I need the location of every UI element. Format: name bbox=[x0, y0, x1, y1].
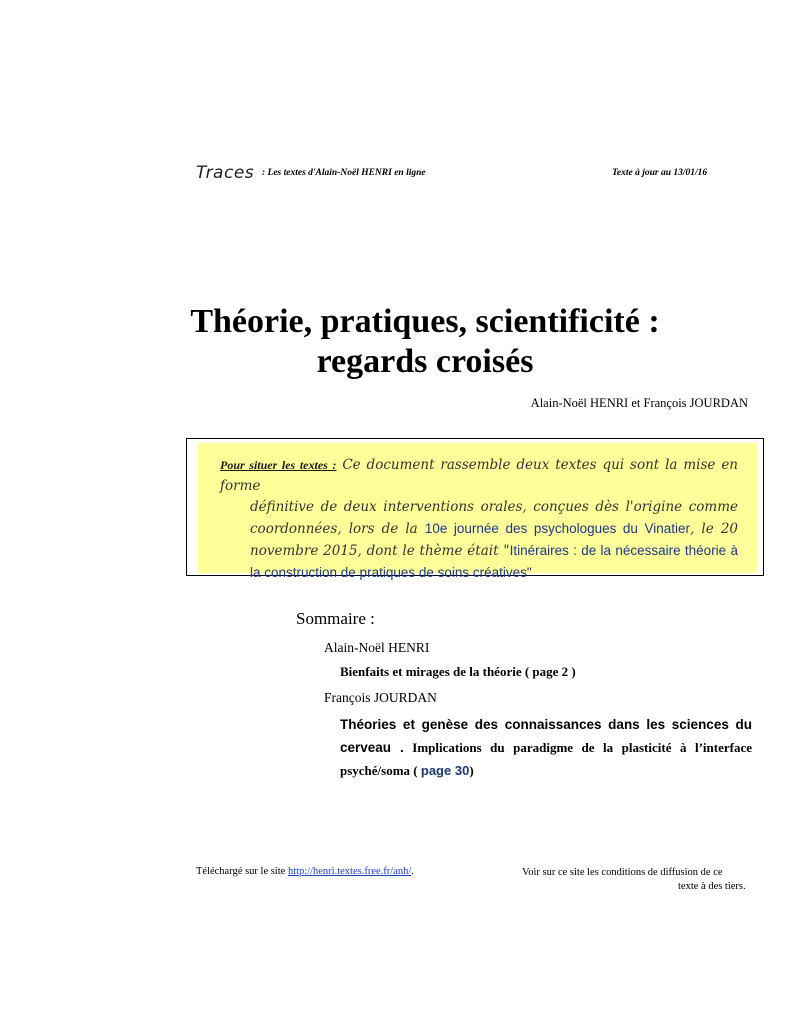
summary-item-2[interactable] bbox=[340, 713, 752, 782]
summary-item-2-rest: Implications du paradigme de la plasticité à l’interface psyché/soma ( bbox=[340, 740, 752, 778]
header-date: Texte à jour au 13/01/16 bbox=[612, 168, 708, 178]
header-subtitle: : Les textes d'Alain-Noël HENRI en ligne bbox=[262, 168, 426, 178]
header-traces-logo: Traces bbox=[196, 163, 255, 183]
summary-author-2: François JOURDAN bbox=[324, 690, 437, 705]
summary-item-1[interactable]: Bienfaits et mirages de la théorie ( page 2 ) bbox=[340, 664, 576, 679]
context-line-2: définitive de deux interventions orales, conçues dès l'origine comme coordonnées, lors de la bbox=[250, 499, 738, 537]
footer-conditions-line-2: texte à des tiers. bbox=[678, 881, 746, 892]
summary-item-2-page[interactable]: page 30 bbox=[420, 763, 470, 778]
title-line-2: regards croisés bbox=[316, 343, 534, 380]
footer-download bbox=[196, 866, 414, 877]
authors: Alain-Noël HENRI et François JOURDAN bbox=[530, 396, 748, 410]
context-body bbox=[220, 497, 738, 584]
context-box-highlight bbox=[198, 443, 757, 580]
context-label: Pour situer les textes : bbox=[220, 458, 337, 472]
context-text bbox=[220, 455, 738, 584]
context-date: , le 20 novembre 2015, dont le thème était " bbox=[250, 521, 738, 559]
footer-conditions-line-1: Voir sur ce site les conditions de diffusion de ce bbox=[522, 867, 723, 878]
title-line-1: Théorie, pratiques, scientificité : bbox=[190, 303, 660, 340]
footer-download-end: . bbox=[411, 866, 414, 877]
summary-item-2-close: ) bbox=[469, 763, 474, 778]
summary-author-1: Alain-Noël HENRI bbox=[324, 640, 430, 655]
context-theme: Itinéraires : de la nécessaire théorie à la construction de pratiques de soins créatives" bbox=[250, 543, 739, 580]
footer-conditions bbox=[522, 866, 752, 894]
footer-site-link[interactable]: http://henri.textes.free.fr/anh/ bbox=[287, 866, 412, 877]
summary-item-2-title: Théories et genèse des connaissances dans les sciences du cerveau . bbox=[340, 717, 752, 755]
page-title bbox=[180, 302, 670, 382]
summary-heading: Sommaire : bbox=[296, 609, 375, 628]
context-intro: Ce document rassemble deux textes qui sont la mise en forme bbox=[220, 457, 738, 494]
context-box bbox=[186, 438, 764, 580]
context-event: 10e journée des psychologues du Vinatier bbox=[424, 521, 691, 536]
footer-download-text: Téléchargé sur le site bbox=[196, 866, 288, 877]
